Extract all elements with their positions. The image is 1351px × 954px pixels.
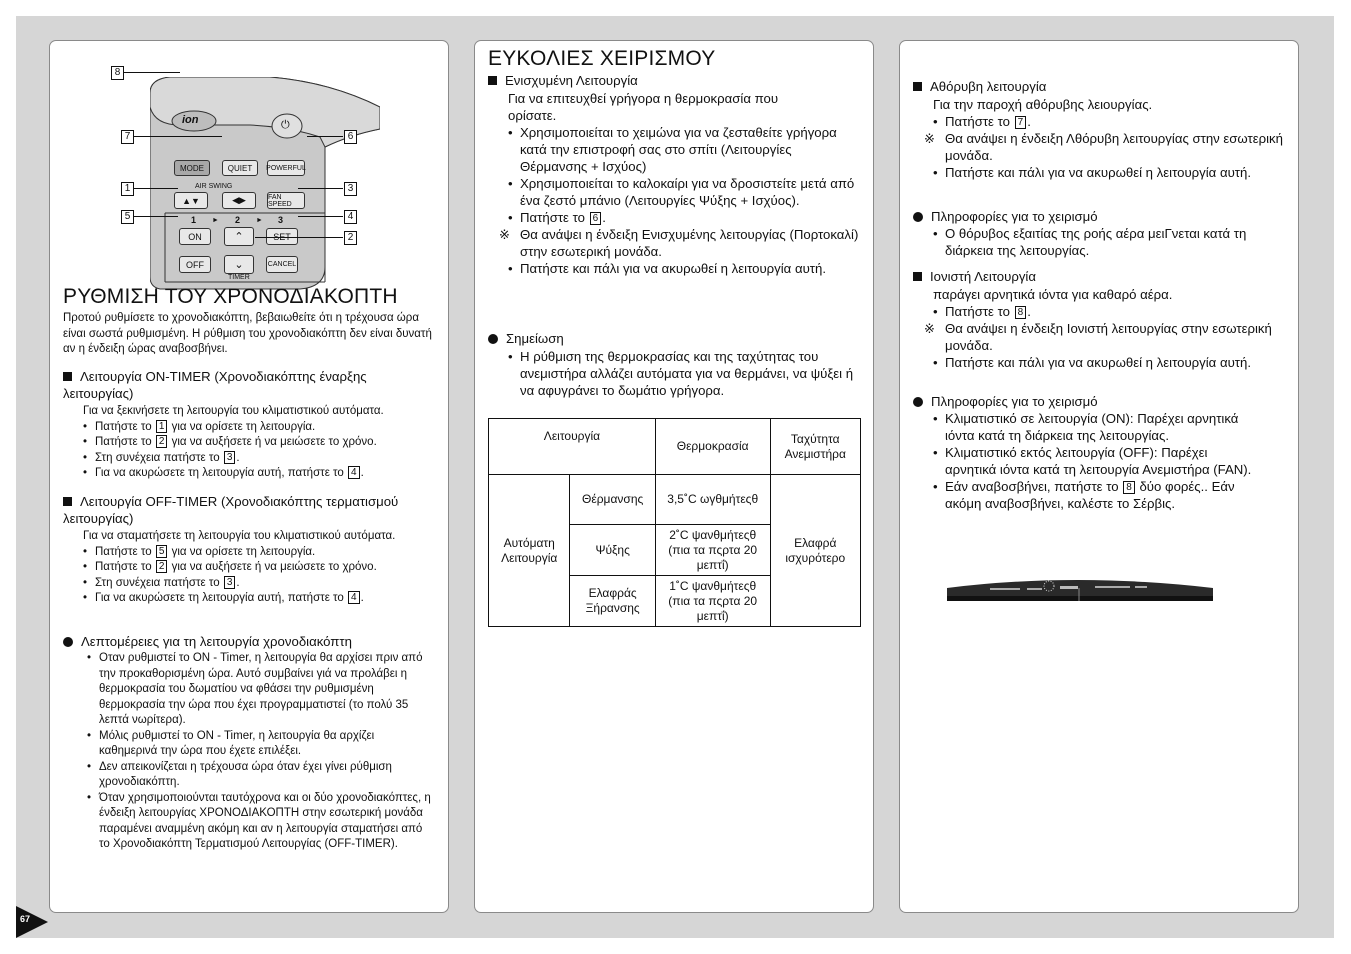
on-button[interactable]: ON: [179, 228, 211, 245]
table-cell-heat: Θέρμανσης: [570, 475, 655, 525]
list-item: • Για να ακυρώσετε τη λειτουργία αυτή, πατήστε το 4 .: [81, 591, 436, 607]
callout-line: [298, 216, 343, 217]
list-item: • Πατήστε το 2 για να αυξήσετε ή να μειώσετε το χρόνο.: [81, 560, 436, 576]
operation-title: ΕΥΚΟΛΙΕΣ ΧΕΙΡΙΣΜΟΥ: [488, 47, 716, 70]
timer-panel: [49, 40, 449, 913]
table-cell-auto: Αυτόματη Λειτουργία: [489, 475, 570, 627]
list-item: ※ Θα ανάψει η ένδειξη Ενισχυμένης λειτουργίας (Πορτοκαλί) στην εσωτερική μονάδα.: [500, 226, 863, 260]
square-bullet-icon: [913, 272, 922, 281]
page-number: 67: [20, 914, 31, 924]
ion-info-body: [933, 410, 1288, 512]
details-heading: [63, 633, 438, 650]
callout-line: [134, 136, 222, 137]
callout-line: [124, 72, 180, 73]
dot-bullet-icon: [913, 397, 923, 407]
vertical-swing-button[interactable]: ▲▼: [174, 192, 208, 209]
step-2: 2: [235, 215, 241, 225]
dot-bullet-icon: [913, 212, 923, 222]
on-timer-body: [83, 404, 438, 482]
callout-7: 7: [121, 130, 134, 144]
callout-2: 2: [344, 231, 357, 245]
list-item: • Χρησιμοποιείται το χειμώνα για να ζεσταθείτε γρήγορα κατά την επιστροφή σας στο σπίτι (Λειτουργίες Θέρμανσης + Ισχύος): [506, 124, 840, 175]
remark-body: [508, 348, 863, 399]
ion-heading: [913, 268, 1036, 285]
quiet-info-heading: [913, 208, 1098, 225]
powerful-body: [508, 90, 863, 277]
off-timer-desc: Για να σταματήσετε τη λειτουργία του κλιματιστικού αυτόματα.: [83, 530, 396, 542]
list-item: • Στη συνέχεια πατήστε το 3 .: [81, 451, 438, 467]
off-timer-heading-text: Λειτουργία OFF-TIMER (Χρονοδιακόπτης τερματισμού λειτουργίας): [63, 494, 399, 526]
remark-heading: [488, 330, 564, 347]
quiet-ion-panel: [899, 40, 1299, 913]
callout-6: 6: [344, 130, 357, 144]
callout-line: [134, 188, 178, 189]
table-cell-heat-temp: 3,5˚C ωγθμήτεςθ: [655, 475, 770, 525]
list-item: • Δεν απεικονίζεται η τρέχουσα ώρα όταν έχει γίνει ρύθμιση χρονοδιακόπτη.: [85, 760, 435, 791]
quiet-info-heading-text: Πληροφορίες για το χειρισμό: [931, 209, 1098, 224]
up-button[interactable]: ⌃: [224, 227, 254, 246]
on-timer-desc: Για να ξεκινήσετε τη λειτουργία του κλιματιστικού αυτόματα.: [83, 405, 384, 417]
callout-line: [307, 136, 343, 137]
powerful-button[interactable]: POWERFUL: [267, 160, 305, 176]
list-item: • Μόλις ρυθμιστεί το ON - Timer, η λειτουργία θα αρχίζει καθημερινά την ώρα που έχετε επιλέξει.: [85, 729, 435, 760]
callout-3: 3: [344, 182, 357, 196]
callout-1: 1: [121, 182, 134, 196]
powerful-heading-text: Ενισχυμένη Λειτουργία: [505, 73, 638, 88]
table-header-operation: Λειτουργία: [489, 419, 656, 475]
ion-logo: ion: [182, 114, 199, 126]
ion-list: [931, 303, 1288, 371]
list-item: • Κλιματιστικό εκτός λειτουργία (OFF): Παρέχει αρνητικά ιόντα κατά τη λειτουργία Ανεμιστήρα (FAN).: [931, 444, 1255, 478]
table-header-temperature: Θερμοκρασία: [655, 419, 770, 475]
list-item: • Πατήστε το 6 .: [506, 209, 863, 226]
off-timer-heading: [63, 493, 403, 527]
step-3: 3: [278, 215, 284, 225]
quiet-info-body: [933, 225, 1288, 259]
list-item: • Όταν χρησιμοποιούνται ταυτόχρονα και οι δύο χρονοδιακόπτες, η ένδειξη λειτουργίας ΧΡΟΝΟΔΙΑΚΟΠΤΗ στην εσωτερική μονάδα παραμένει αναμμένη ακόμη και αν η λειτουργία σταματήσει από το Χρονοδιακόπτη Τερματισμού Λειτουργίας (OFF-TIMER).: [85, 791, 435, 853]
dot-bullet-icon: [488, 334, 498, 344]
ion-body: [933, 286, 1288, 371]
dot-bullet-icon: [63, 637, 73, 647]
table-cell-cool: Ψύξης: [570, 525, 655, 576]
quiet-list: [931, 113, 1288, 181]
quiet-body: [933, 96, 1288, 181]
callout-line: [134, 216, 178, 217]
auto-operation-table: [488, 418, 861, 627]
mode-button[interactable]: MODE: [174, 160, 210, 176]
ion-desc: παράγει αρνητικά ιόντα για καθαρό αέρα.: [933, 287, 1173, 302]
air-swing-label: AIR SWING: [195, 183, 233, 190]
callout-line: [298, 188, 343, 189]
list-item: • Πατήστε και πάλι για να ακυρωθεί η λειτουργία αυτή.: [931, 164, 1288, 181]
details-body: [85, 651, 435, 853]
table-cell-dry: Ελαφράς Ξήρανσης: [570, 576, 655, 627]
callout-8: 8: [111, 66, 124, 80]
details-list: [85, 651, 435, 853]
set-button[interactable]: SET: [266, 228, 298, 245]
details-heading-text: Λεπτομέρειες για τη λειτουργία χρονοδιακόπτη: [81, 634, 352, 649]
quiet-info-list: [931, 225, 1288, 259]
ion-info-heading-text: Πληροφορίες για το χειρισμό: [931, 394, 1098, 409]
powerful-desc: Για να επιτευχθεί γρήγορα η θερμοκρασία που ορίσατε.: [508, 91, 779, 123]
list-item: • Κλιματιστικό σε λειτουργία (ON): Παρέχει αρνητικά ιόντα κατά τη διάρκεια της λειτουργίας.: [931, 410, 1255, 444]
list-item: • Πατήστε το 5 για να ορίσετε τη λειτουργία.: [81, 545, 436, 561]
square-bullet-icon: [63, 372, 72, 381]
remark-heading-text: Σημείωση: [506, 331, 564, 346]
off-timer-steps: [81, 545, 436, 607]
remark-list: [506, 348, 863, 399]
list-item: • Πατήστε το 7 .: [931, 113, 1288, 130]
fan-speed-button[interactable]: FAN SPEED: [267, 192, 305, 209]
powerful-heading: [488, 72, 638, 89]
operation-panel: [474, 40, 874, 913]
on-timer-heading: [63, 368, 423, 402]
square-bullet-icon: [63, 497, 72, 506]
callout-5: 5: [121, 210, 134, 224]
on-timer-steps: [81, 420, 438, 482]
quiet-button[interactable]: QUIET: [222, 160, 258, 176]
off-timer-body: [83, 529, 403, 607]
quiet-desc: Για την παροχή αθόρυβης λειουργίας.: [933, 97, 1153, 112]
list-item: • Χρησιμοποιείται το καλοκαίρι για να δροσιστείτε μετά από ένα ζεστό μπάνιο (Λειτουργίες Ψύξης + Ισχύος).: [506, 175, 860, 209]
step-arrow-icon: ►: [256, 217, 263, 224]
step-arrow-icon: ►: [212, 217, 219, 224]
ion-info-heading: [913, 393, 1098, 410]
power-icon: ⏻: [281, 119, 290, 131]
list-item: ※ Θα ανάψει η ένδειξη Λθόρυβη λειτουργίας στην εσωτερική μονάδα.: [925, 130, 1288, 164]
table-header-fan-speed: Ταχύτητα Ανεμιστήρα: [770, 419, 861, 475]
timer-intro: Προτού ρυθμίσετε το χρονοδιακόπτη, βεβαιωθείτε ότι η τρέχουσα ώρα είναι σωστά ρυθμισμένη. Η ρύθμιση του χρονοδιακόπτη δεν είναι δυνατή αν η ένδειξη ώρας αναβοσβήνει.: [63, 312, 432, 355]
off-button[interactable]: OFF: [179, 256, 211, 273]
horizontal-swing-button[interactable]: ◀▶: [222, 192, 256, 209]
list-item: • Πατήστε και πάλι για να ακυρωθεί η λειτουργία αυτή.: [931, 354, 1288, 371]
cancel-button[interactable]: CANCEL: [266, 256, 298, 273]
table-cell-dry-temp: 1˚C ψανθμήτεςθ (πια τα πςρτα 20 μεπτΐ): [655, 576, 770, 627]
quiet-heading-text: Αθόρυβη λειτουργία: [930, 79, 1047, 94]
list-item: • Πατήστε το 2 για να αυξήσετε ή να μειώσετε το χρόνο.: [81, 435, 438, 451]
list-item: • Πατήστε το 1 για να ορίσετε τη λειτουργία.: [81, 420, 438, 436]
ion-heading-text: Ιονιστή Λειτουργία: [930, 269, 1036, 284]
quiet-heading: [913, 78, 1046, 95]
on-timer-heading-text: Λειτουργία ON-TIMER (Χρονοδιακόπτης έναρξης λειτουργίας): [63, 369, 367, 401]
list-item: • Για να ακυρώσετε τη λειτουργία αυτή, πατήστε το 4 .: [81, 466, 438, 482]
list-item: ※ Θα ανάψει η ένδειξη Ιονιστή λειτουργίας στην εσωτερική μονάδα.: [925, 320, 1288, 354]
down-button[interactable]: ⌄: [224, 255, 254, 274]
callout-4: 4: [344, 210, 357, 224]
timer-label: TIMER: [228, 274, 250, 281]
list-item: • Πατήστε το 8 .: [931, 303, 1288, 320]
step-1: 1: [191, 215, 197, 225]
square-bullet-icon: [488, 76, 497, 85]
list-item: • Στη συνέχεια πατήστε το 3 .: [81, 576, 436, 592]
list-item: • Πατήστε και πάλι για να ακυρωθεί η λειτουργία αυτή.: [506, 260, 863, 277]
timer-title: ΡΥΘΜΙΣΗ ΤΟΥ ΧΡΟΝΟΔΙΑΚΟΠΤΗ: [63, 285, 398, 308]
list-item: • Ο θόρυβος εξαιτίας της ροής αέρα μειΓνεται κατά τη διάρκεια της λειτουργίας.: [931, 225, 1288, 259]
powerful-list: [506, 124, 863, 277]
table-cell-cool-temp: 2˚C ψανθμήτεςθ (πια τα πςρτα 20 μεπτΐ): [655, 525, 770, 576]
square-bullet-icon: [913, 82, 922, 91]
list-item: • Οταν ρυθμιστεί το ON - Timer, η λειτουργία θα αρχίσει πριν από την προκαθορισμένη ώρα. Αυτό συμβαίνει γιά να προλάβει η θερμοκρασία του δωματίου να φθάσει την ρυθμισμένη θερμοκρασία την ώρα που έχει προγραμματιστεί (το πολύ 35 λεπτά νωρίτερα).: [85, 651, 435, 729]
indoor-unit-display-illustration: [945, 576, 1215, 602]
list-item: • Εάν αναβοσβήνει, πατήστε το 8 δύο φορές.. Εάν ακόμη αναβοσβήνει, καλέστε το Σέρβις.: [931, 478, 1265, 512]
list-item: • Η ρύθμιση της θερμοκρασίας και της ταχύτητας του ανεμιστήρα αλλάζει αυτόματα για να θερμάνει, να ψύξει ή να αφυγράνει το δωμάτιο γρήγορα.: [506, 348, 863, 399]
ion-info-list: [931, 410, 1288, 512]
callout-line: [255, 237, 343, 238]
table-cell-fan-value: Ελαφρά ισχυρότερο: [770, 475, 861, 627]
